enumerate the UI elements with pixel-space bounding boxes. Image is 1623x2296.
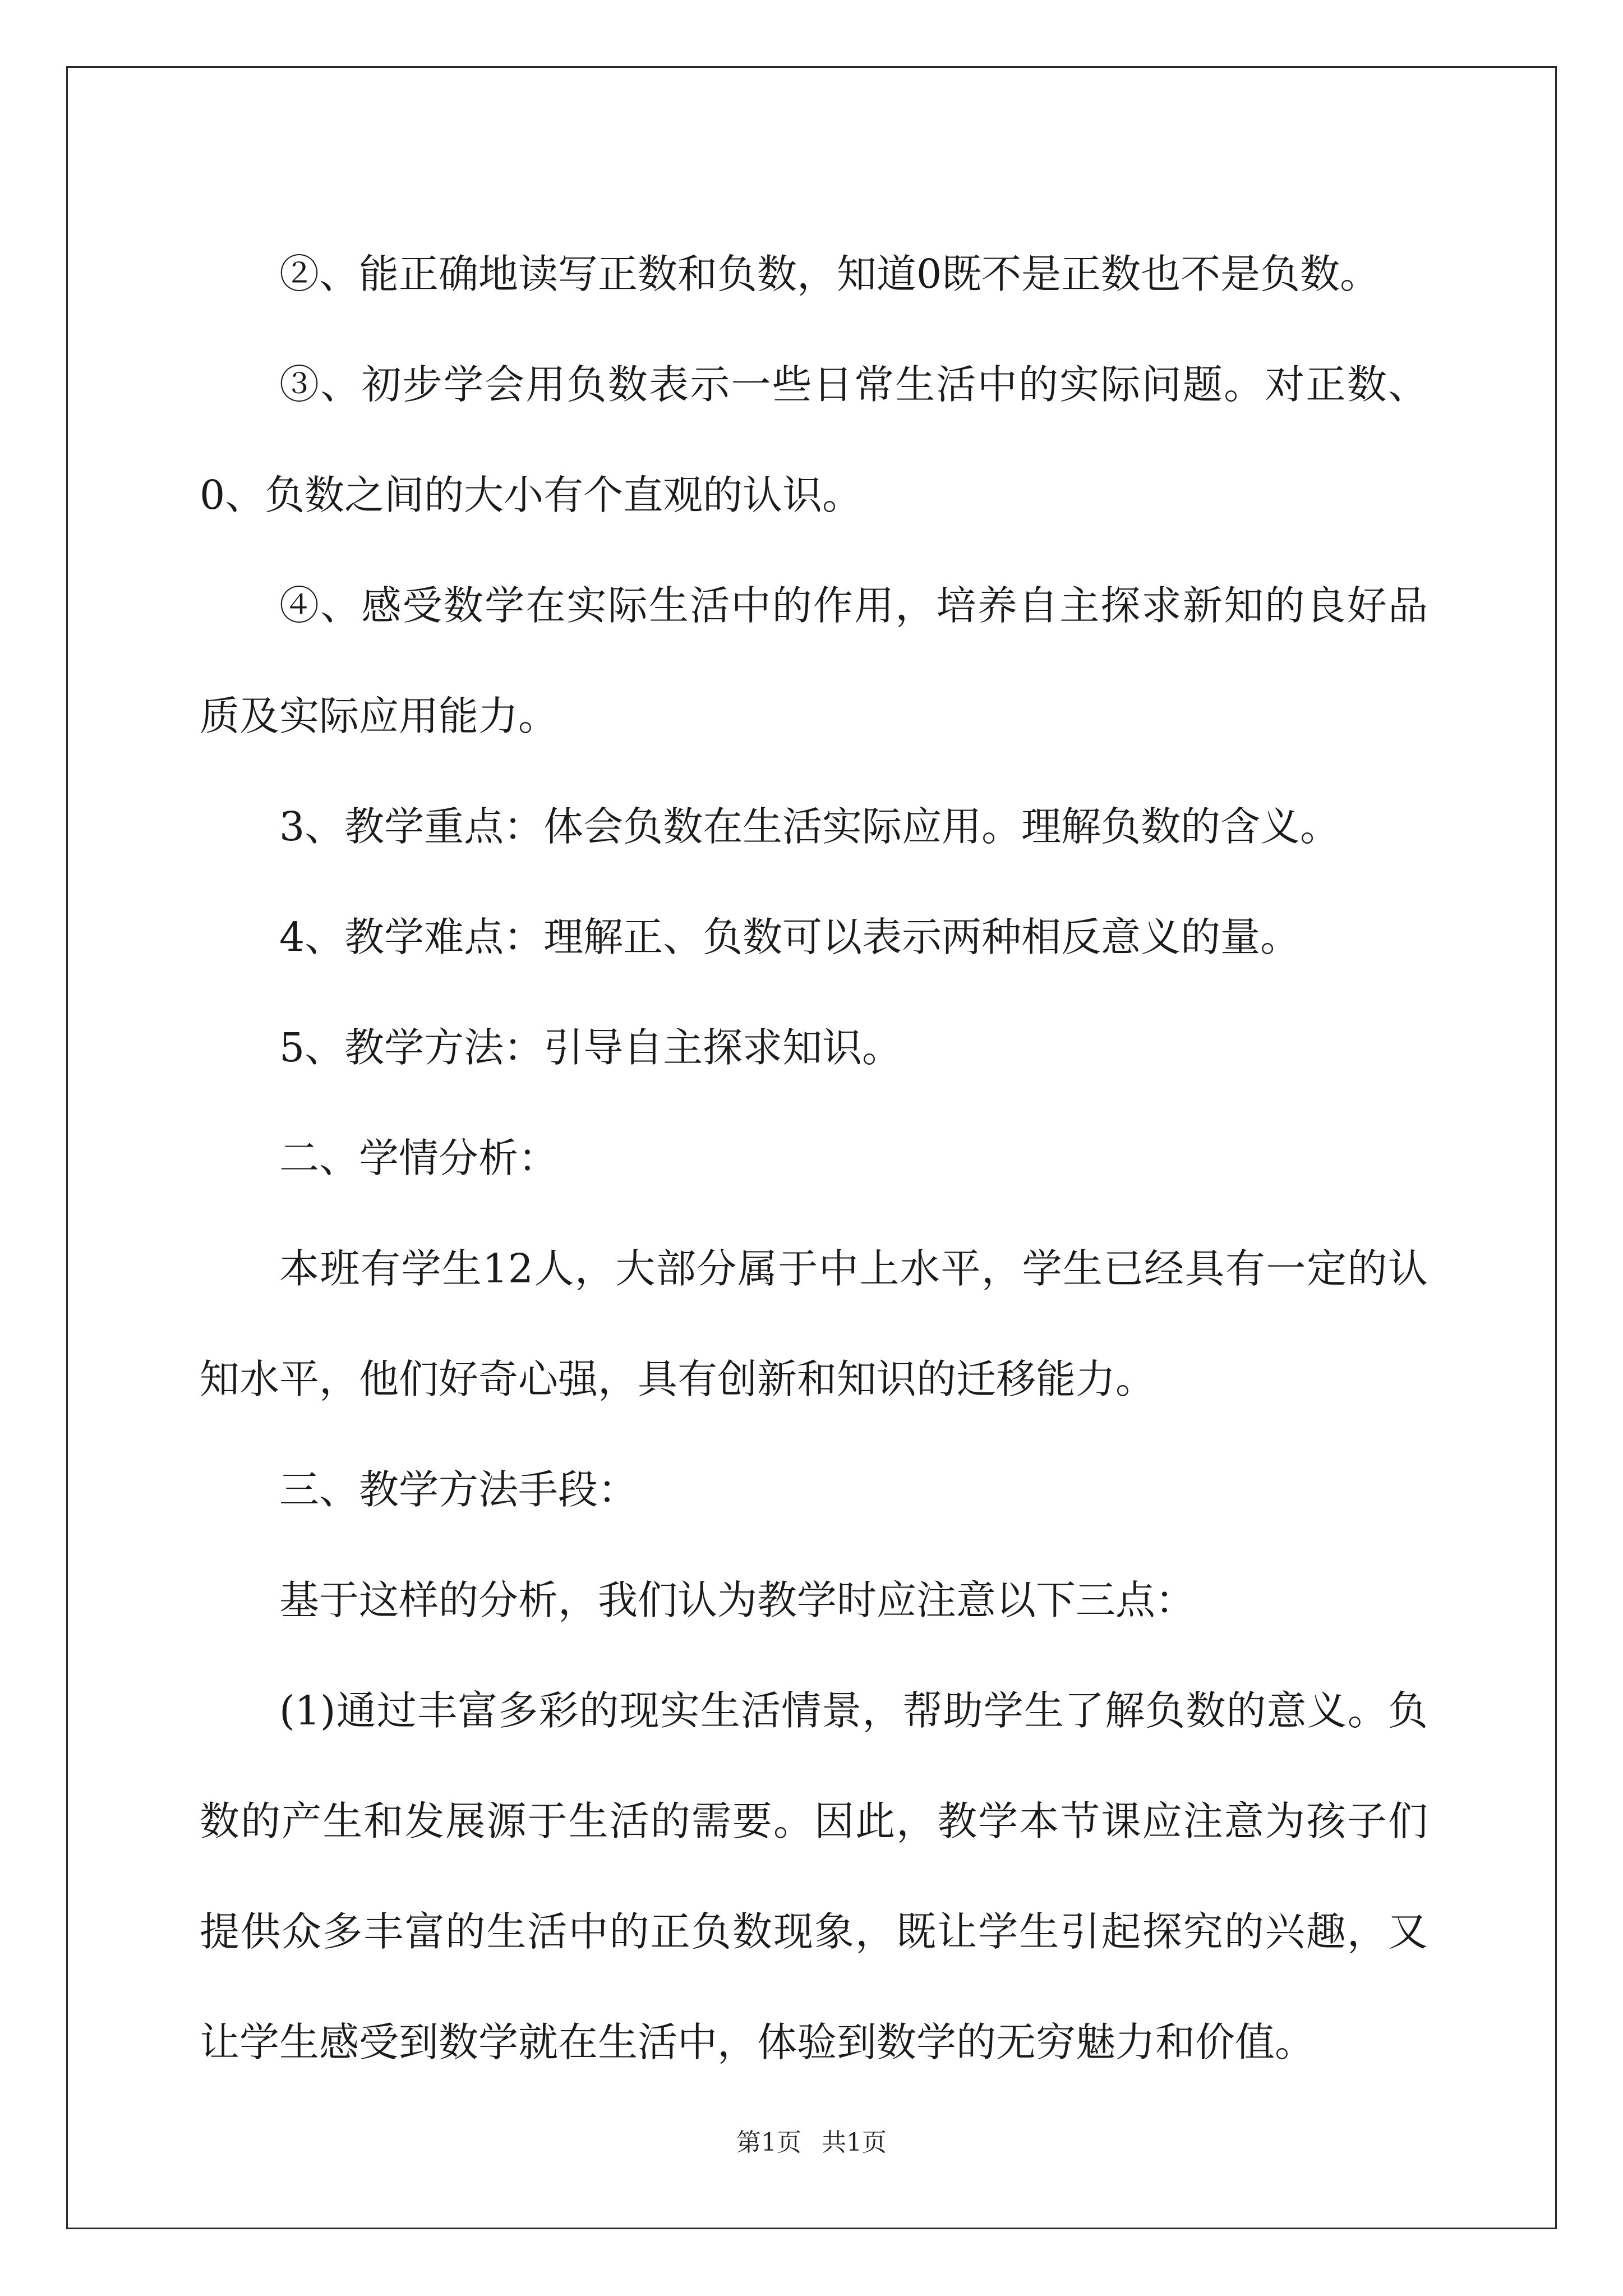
paragraph-key-point: 3、教学重点：体会负数在生活实际应用。理解负数的含义。 [279,803,1340,850]
paragraph-objective-3: ③、初步学会用负数表示一些日常生活中的实际问题。对正数、0、负数之间的大小有个直观的认识。 [200,361,1428,518]
heading-teaching-means: 三、教学方法手段： [279,1466,638,1513]
paragraph-teaching-point-1: (1)通过丰富多彩的现实生活情景，帮助学生了解负数的意义。负数的产生和发展源于生活的需要。因此，教学本节课应注意为孩子们提供众多丰富的生活中的正负数现象，既让学生引起探究的兴趣，又让学生感受到数学就在生活中，体验到数学的无穷魅力和价值。 [200,1687,1428,2065]
paragraph-objective-2: ②、能正确地读写正数和负数，知道0既不是正数也不是负数。 [279,251,1380,297]
heading-student-analysis: 二、学情分析： [279,1135,559,1181]
paragraph-objective-4: ④、感受数学在实际生活中的作用，培养自主探求新知的良好品质及实际应用能力。 [200,582,1428,739]
paragraph-difficulty: 4、教学难点：理解正、负数可以表示两种相反意义的量。 [279,914,1301,960]
paragraph-method: 5、教学方法：引导自主探求知识。 [279,1024,902,1071]
paragraph-teaching-intro: 基于这样的分析，我们认为教学时应注意以下三点： [279,1577,1196,1623]
page-number-total: 共1页 [822,2128,887,2157]
page-number-current: 第1页 [736,2128,801,2157]
document-body [200,219,1428,2097]
paragraph-student-analysis: 本班有学生12人，大部分属于中上水平，学生已经具有一定的认知水平，他们好奇心强，具有创新和知识的迁移能力。 [200,1245,1428,1402]
page-footer [0,2126,1623,2160]
